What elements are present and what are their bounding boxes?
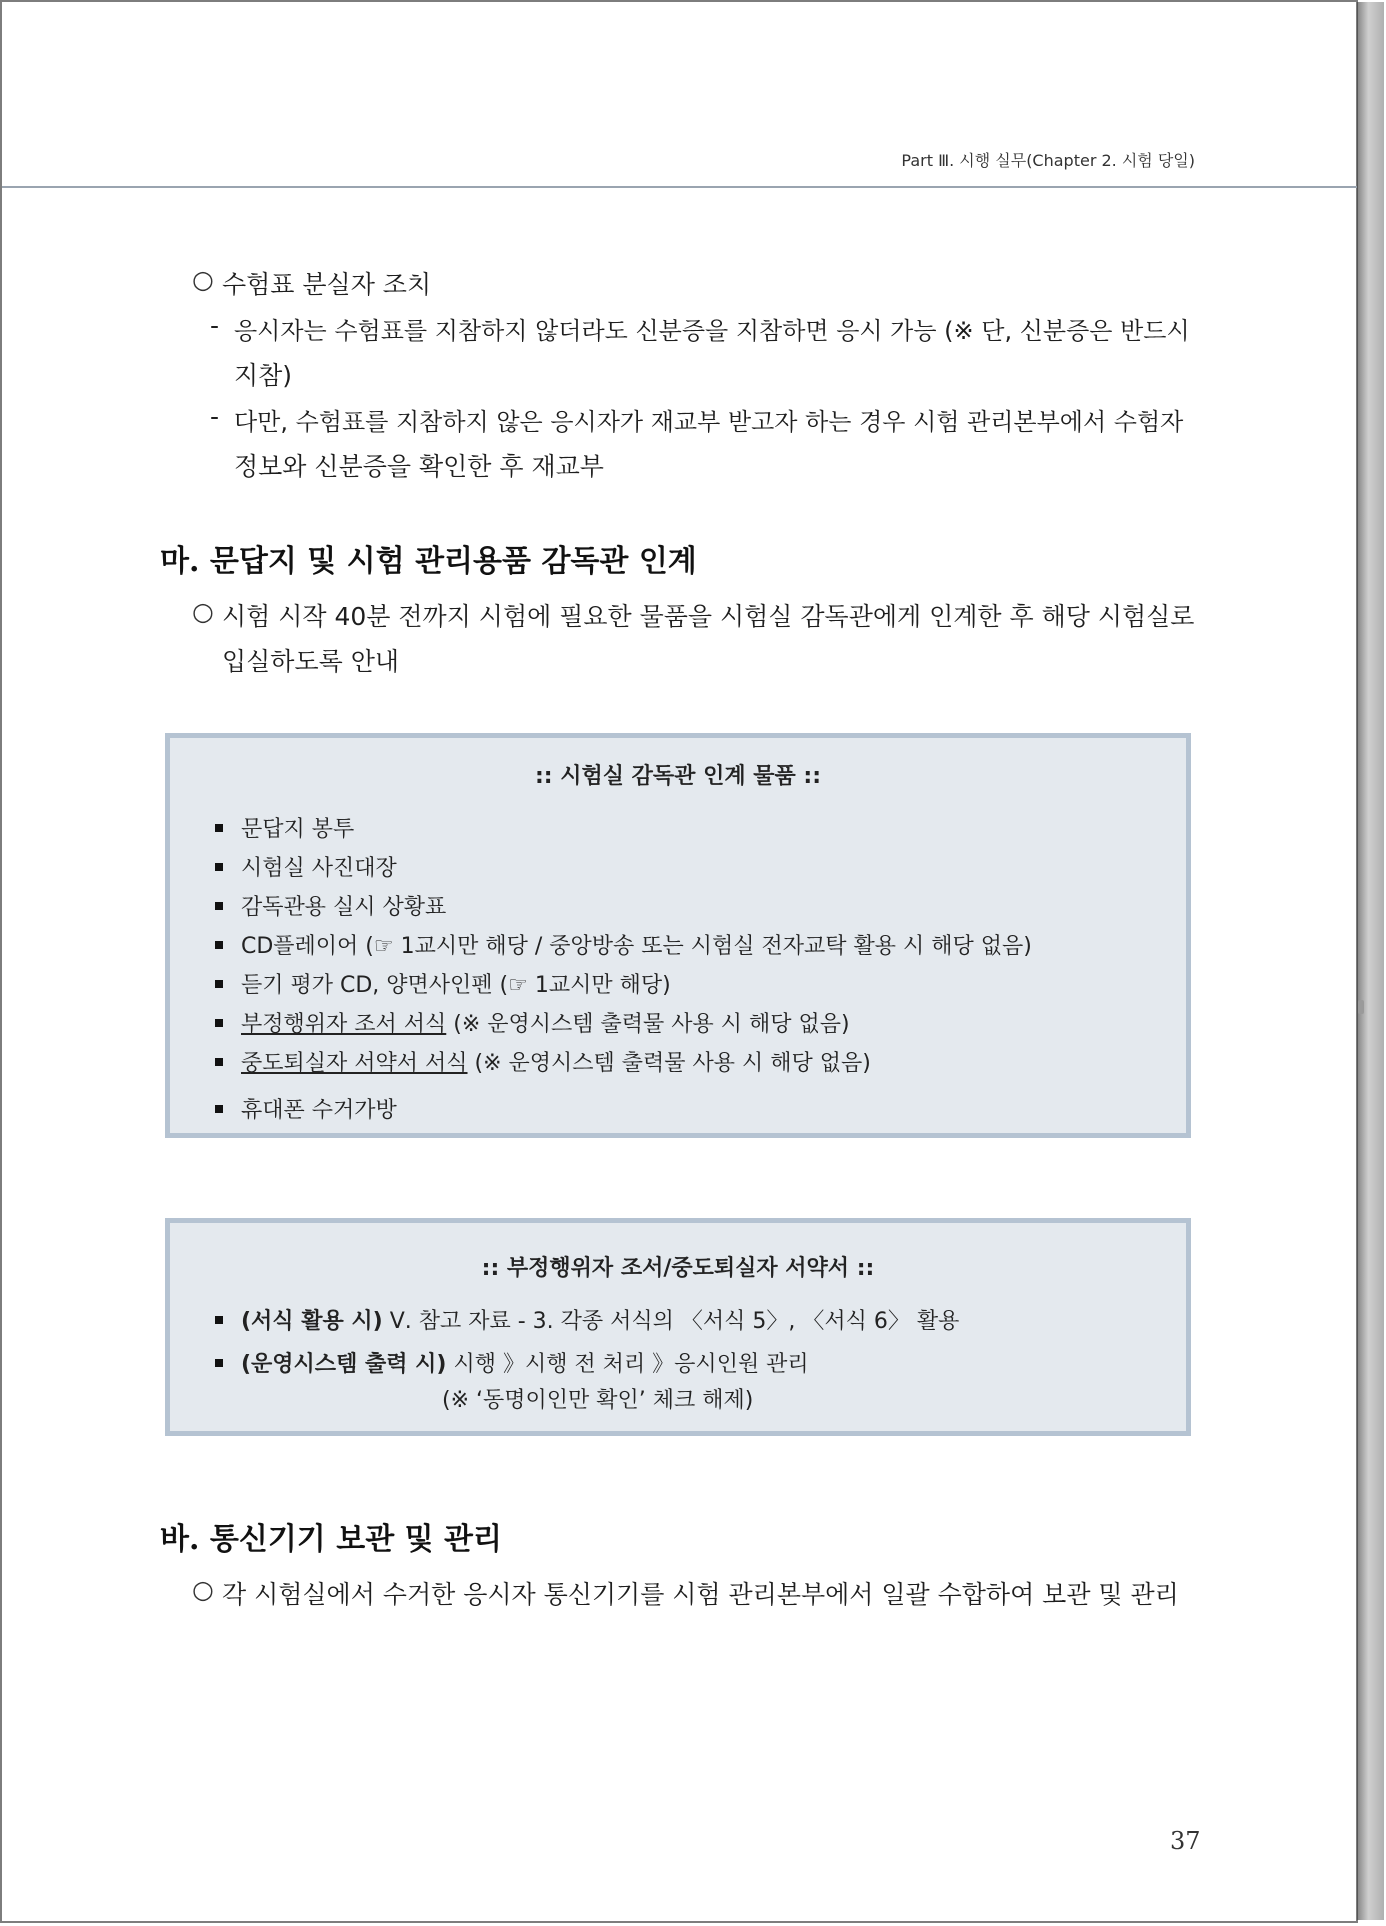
- bullet-circle: ○: [192, 597, 214, 626]
- list-item: 중도퇴실자 서약서 서식 (※ 운영시스템 출력물 사용 시 해당 없음): [215, 1046, 871, 1077]
- handover-items-box: [165, 733, 1191, 1138]
- square-bullet-icon: [215, 941, 223, 949]
- lost-ticket-item2-line1: 다만, 수험표를 지참하지 않은 응시자가 재교부 받고자 하는 경우 시험 관리본부에서 수험자: [234, 408, 1184, 436]
- square-bullet-icon: [215, 863, 223, 871]
- running-header: Part Ⅲ. 시행 실무(Chapter 2. 시험 당일): [901, 151, 1195, 170]
- box-title: :: 부정행위자 조서/중도퇴실자 서약서 ::: [481, 1256, 875, 1281]
- page-number: 37: [1170, 1827, 1201, 1855]
- box-title: :: 시험실 감독관 인계 물품 ::: [534, 764, 821, 789]
- section-ma-line2: 입실하도록 안내: [222, 647, 399, 676]
- list-item: 듣기 평가 CD, 양면사인펜 (☞ 1교시만 해당): [215, 968, 671, 999]
- list-item: 시험실 사진대장: [215, 851, 397, 882]
- dash-marker: -: [210, 402, 220, 431]
- square-bullet-icon: [215, 980, 223, 988]
- square-bullet-icon: [215, 1019, 223, 1027]
- square-bullet-icon: [215, 1105, 223, 1113]
- dash-marker: -: [210, 311, 220, 340]
- header-rule: [2, 186, 1357, 188]
- page-edge-marker: [1358, 1000, 1364, 1014]
- lost-ticket-item2-line2: 정보와 신분증을 확인한 후 재교부: [234, 452, 604, 481]
- list-item: 감독관용 실시 상황표: [215, 890, 446, 921]
- section-ma-line1: 시험 시작 40분 전까지 시험에 필요한 물품을 시험실 감독관에게 인계한 후 해당 시험실로: [222, 602, 1195, 631]
- square-bullet-icon: [215, 1058, 223, 1066]
- section-heading-ba: 바. 통신기기 보관 및 관리: [160, 1522, 503, 1557]
- section-heading-ma: 마. 문답지 및 시험 관리용품 감독관 인계: [160, 544, 697, 579]
- square-bullet-icon: [215, 1316, 223, 1324]
- form-name-underlined: 부정행위자 조서 서식: [241, 1012, 447, 1037]
- lost-ticket-title: 수험표 분실자 조치: [222, 270, 432, 299]
- bullet-circle: ○: [192, 1575, 214, 1604]
- list-item: (운영시스템 출력 시) 시행 》시행 전 처리 》응시인원 관리: [215, 1347, 809, 1378]
- square-bullet-icon: [215, 902, 223, 910]
- section-ba-line1: 각 시험실에서 수거한 응시자 통신기기를 시험 관리본부에서 일괄 수합하여 보관 및 관리: [222, 1580, 1179, 1609]
- page-stack-edge: [1357, 2, 1384, 1920]
- lost-ticket-item1-line2: 지참): [234, 361, 293, 390]
- list-item: 부정행위자 조서 서식 (※ 운영시스템 출력물 사용 시 해당 없음): [215, 1007, 850, 1038]
- lost-ticket-item1-line1: 응시자는 수험표를 지참하지 않더라도 신분증을 지참하면 응시 가능 (※ 단, 신분증은 반드시: [234, 317, 1190, 345]
- bullet-circle: ○: [192, 265, 214, 294]
- square-bullet-icon: [215, 1359, 223, 1367]
- list-item: 휴대폰 수거가방: [215, 1093, 397, 1124]
- forms-box: [165, 1218, 1191, 1436]
- list-item-note: (※ ‘동명이인만 확인’ 체크 해제): [442, 1388, 754, 1413]
- square-bullet-icon: [215, 824, 223, 832]
- form-name-underlined: 중도퇴실자 서약서 서식: [241, 1051, 468, 1076]
- list-item: CD플레이어 (☞ 1교시만 해당 / 중앙방송 또는 시험실 전자교탁 활용 시 해당 없음): [215, 929, 1032, 960]
- list-item: 문답지 봉투: [215, 812, 354, 843]
- list-item: (서식 활용 시) Ⅴ. 참고 자료 - 3. 각종 서식의 〈서식 5〉, 〈서식 6〉 활용: [215, 1304, 959, 1335]
